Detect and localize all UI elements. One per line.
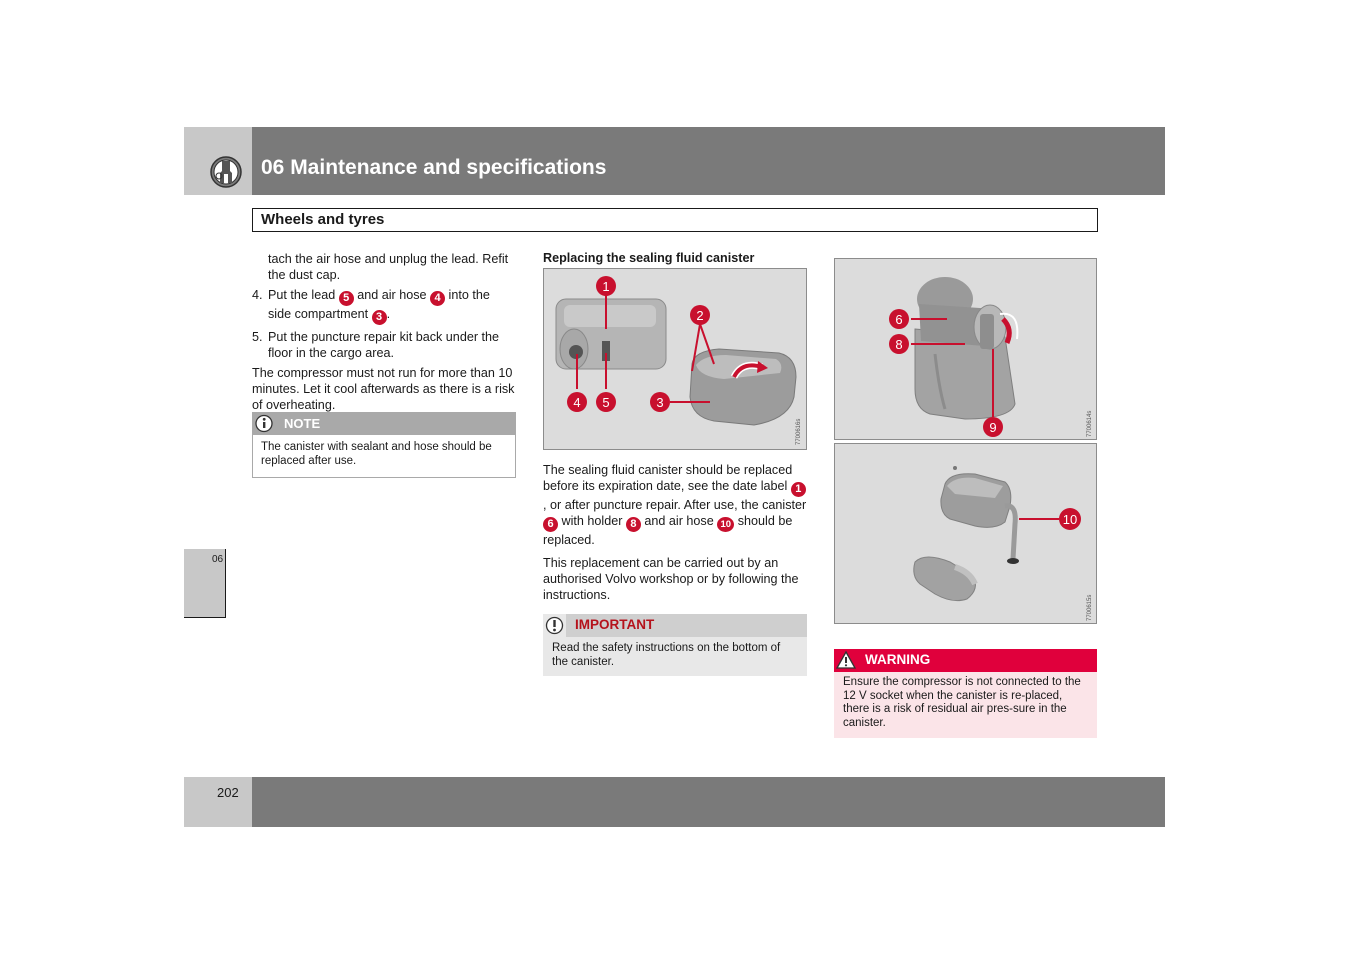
replacement-parts-illustration <box>835 444 1098 625</box>
svg-text:1: 1 <box>602 279 610 294</box>
figure-replacement-parts <box>834 443 1097 624</box>
step-5 <box>252 329 516 361</box>
svg-text:10: 10 <box>1062 512 1078 527</box>
step-number: 4. <box>252 288 263 302</box>
callout-badge: 10 <box>717 517 734 532</box>
workshop-paragraph: This replacement can be carried out by an authorised Volvo workshop or by following the instructions. <box>543 556 799 602</box>
warning-text: Ensure the compressor is not connected to the 12 V socket when the canister is re-placed, there is a risk of residual air pres-sure in the canister. <box>843 676 1081 729</box>
page-number: 202 <box>217 785 239 800</box>
chapter-title: 06 Maintenance and specifications <box>261 156 607 179</box>
figure-id: 7700615s <box>1087 594 1093 621</box>
callout-badge: 3 <box>372 310 387 325</box>
body-text: should be replaced. <box>543 514 793 547</box>
side-tab-label: 06 <box>212 554 224 565</box>
exclamation-icon <box>543 614 567 637</box>
warning-triangle-icon <box>834 649 862 672</box>
footer-bar <box>252 777 1165 827</box>
callout-10 <box>1059 508 1081 530</box>
compressor-kit-illustration <box>544 269 808 451</box>
wrench-icon <box>184 127 252 195</box>
figure-id: 7700614s <box>1087 410 1093 437</box>
step-text: Put the puncture repair kit back under the floor in the cargo area. <box>268 330 500 360</box>
svg-text:5: 5 <box>602 395 610 410</box>
step-number: 5. <box>252 330 263 344</box>
callout-badge: 1 <box>791 482 806 497</box>
header-icon-tile <box>184 127 252 195</box>
replacement-paragraph <box>543 462 809 548</box>
callout-9 <box>983 417 1003 437</box>
left-column <box>252 251 516 417</box>
figure-canister-holder <box>834 258 1097 440</box>
canister-holder-illustration <box>835 259 1098 441</box>
warning-label: WARNING <box>865 652 931 667</box>
callout-8 <box>889 334 909 354</box>
figure-canister-kit <box>543 268 807 450</box>
callout-badge: 5 <box>339 291 354 306</box>
figure-id: 7700616s <box>796 418 802 445</box>
body-text: with holder <box>561 514 623 528</box>
important-label: IMPORTANT <box>575 617 655 632</box>
note-text: The canister with sealant and hose should be replaced after use. <box>261 441 492 467</box>
info-icon <box>252 412 276 435</box>
step-text: into the side compartment <box>268 288 490 321</box>
body-text: and air hose <box>644 514 714 528</box>
svg-text:6: 6 <box>895 312 903 327</box>
svg-text:9: 9 <box>989 420 997 435</box>
callout-2 <box>690 305 710 325</box>
svg-text:4: 4 <box>573 395 581 410</box>
svg-text:3: 3 <box>656 395 664 410</box>
callout-6 <box>889 309 909 329</box>
middle-column-text <box>543 462 809 607</box>
overheating-paragraph: The compressor must not run for more than 10 minutes. Let it cool afterwards as there is a risk of overheating. <box>252 366 515 412</box>
callout-badge: 6 <box>543 517 558 532</box>
body-text: The sealing fluid canister should be replaced before its expiration date, see the date label <box>543 463 793 493</box>
note-label: NOTE <box>284 416 321 431</box>
svg-text:2: 2 <box>696 308 704 323</box>
step-4 <box>252 287 516 325</box>
callout-badge: 8 <box>626 517 641 532</box>
subsection-heading: Replacing the sealing fluid canister <box>543 251 755 265</box>
callout-5 <box>596 392 616 412</box>
step-text: and air hose <box>357 288 427 302</box>
important-text: Read the safety instructions on the bottom of the canister. <box>552 642 781 668</box>
section-title: Wheels and tyres <box>261 211 385 228</box>
step-text: Put the lead <box>268 288 336 302</box>
callout-3 <box>650 392 670 412</box>
step-text: . <box>386 307 391 321</box>
callout-1 <box>596 276 616 296</box>
callout-badge: 4 <box>430 291 445 306</box>
callout-4 <box>567 392 587 412</box>
svg-text:8: 8 <box>895 337 903 352</box>
continued-text: tach the air hose and unplug the lead. Refit the dust cap. <box>268 252 509 282</box>
body-text: , or after puncture repair. After use, the canister <box>543 498 807 512</box>
